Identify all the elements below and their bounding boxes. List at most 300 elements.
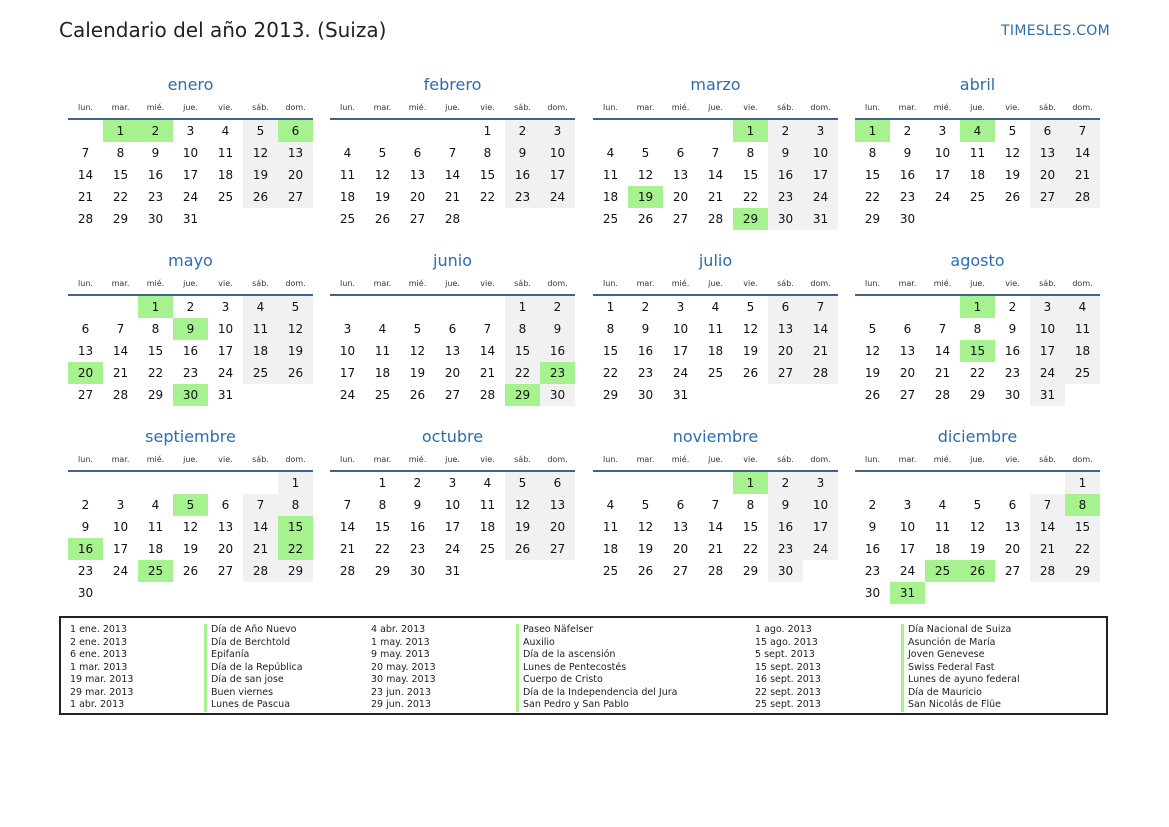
weekday-header xyxy=(593,274,838,296)
day-cell: 18 xyxy=(374,366,391,380)
empty-cell xyxy=(698,472,733,494)
day-cell: 18 xyxy=(602,542,619,556)
day-cell: 19 xyxy=(505,516,540,538)
day-cell: 28 xyxy=(77,212,94,226)
day-cell: 14 xyxy=(1030,516,1065,538)
empty-cell xyxy=(995,472,1030,494)
brand-link[interactable]: TIMESLES.COM xyxy=(1001,23,1110,39)
day-cell: 3 xyxy=(938,124,947,138)
day-cell: 22 xyxy=(1065,538,1100,560)
weekday-label: mié. xyxy=(408,279,427,288)
day-cell: 13 xyxy=(409,168,426,182)
day-cell: 15 xyxy=(112,168,129,182)
day-cell: 14 xyxy=(444,168,461,182)
day-cell: 27 xyxy=(540,538,575,560)
day-grid xyxy=(68,296,313,406)
holiday-day-cell: 8 xyxy=(1065,494,1100,516)
day-cell: 16 xyxy=(505,164,540,186)
day-cell: 12 xyxy=(505,494,540,516)
day-cell: 28 xyxy=(479,388,496,402)
weekday-label: vie. xyxy=(743,279,758,288)
holiday-name: Buen viernes xyxy=(204,687,303,700)
day-cell: 2 xyxy=(81,498,90,512)
holiday-date: 1 abr. 2013 xyxy=(70,699,125,710)
weekday-label: dom. xyxy=(547,455,568,464)
day-cell: 20 xyxy=(409,190,426,204)
weekday-label: dom. xyxy=(547,103,568,112)
weekday-label: vie. xyxy=(218,279,233,288)
weekday-label: mar. xyxy=(636,455,655,464)
month-name: marzo xyxy=(690,75,741,94)
empty-cell xyxy=(330,296,365,318)
empty-cell xyxy=(68,472,103,494)
day-cell: 6 xyxy=(1008,498,1017,512)
day-cell: 21 xyxy=(707,190,724,204)
day-cell: 13 xyxy=(1004,520,1021,534)
day-cell: 10 xyxy=(899,520,916,534)
weekday-label: mar. xyxy=(111,455,130,464)
day-cell: 16 xyxy=(1004,344,1021,358)
weekday-label: mar. xyxy=(373,279,392,288)
day-cell: 16 xyxy=(864,542,881,556)
holiday-day-cell: 1 xyxy=(138,296,173,318)
weekday-label: sáb. xyxy=(1039,455,1056,464)
weekday-header xyxy=(855,450,1100,472)
empty-cell xyxy=(103,472,138,494)
day-cell: 20 xyxy=(768,340,803,362)
day-cell: 10 xyxy=(112,520,129,534)
day-grid xyxy=(68,472,313,604)
weekday-label: lun. xyxy=(603,455,618,464)
day-cell: 23 xyxy=(147,190,164,204)
holiday-name: Lunes de Pascua xyxy=(204,699,303,712)
day-cell: 27 xyxy=(444,388,461,402)
day-cell: 12 xyxy=(1004,146,1021,160)
day-cell: 3 xyxy=(903,498,912,512)
day-cell: 22 xyxy=(147,366,164,380)
day-cell: 12 xyxy=(243,142,278,164)
day-cell: 22 xyxy=(374,542,391,556)
weekday-label: mié. xyxy=(408,103,427,112)
holiday-day-cell: 25 xyxy=(925,560,960,582)
day-cell: 15 xyxy=(864,168,881,182)
day-cell: 27 xyxy=(768,362,803,384)
empty-cell xyxy=(628,120,663,142)
holiday-name: Día de Berchtold xyxy=(204,637,303,650)
day-cell: 22 xyxy=(742,190,759,204)
day-cell: 31 xyxy=(672,388,689,402)
day-cell: 23 xyxy=(637,366,654,380)
weekday-label: vie. xyxy=(1005,103,1020,112)
holiday-list xyxy=(59,616,1108,715)
day-cell: 25 xyxy=(707,366,724,380)
holiday-day-cell: 29 xyxy=(733,208,768,230)
holiday-name: Swiss Federal Fast xyxy=(901,662,1020,675)
day-cell: 8 xyxy=(151,322,160,336)
day-cell: 25 xyxy=(969,190,986,204)
day-cell: 21 xyxy=(339,542,356,556)
day-cell: 1 xyxy=(1065,472,1100,494)
empty-cell xyxy=(890,296,925,318)
weekday-label: sáb. xyxy=(252,103,269,112)
day-cell: 23 xyxy=(409,542,426,556)
day-cell: 18 xyxy=(479,520,496,534)
day-cell: 11 xyxy=(339,168,356,182)
day-cell: 27 xyxy=(899,388,916,402)
day-cell: 24 xyxy=(803,538,838,560)
day-cell: 23 xyxy=(77,564,94,578)
weekday-label: sáb. xyxy=(1039,103,1056,112)
holiday-date: 15 sept. 2013 xyxy=(755,661,821,673)
holiday-name: Epifanía xyxy=(204,649,303,662)
day-cell: 20 xyxy=(540,516,575,538)
day-cell: 21 xyxy=(1065,164,1100,186)
day-cell: 9 xyxy=(151,146,160,160)
weekday-label: vie. xyxy=(480,103,495,112)
weekday-label: mié. xyxy=(671,103,690,112)
day-cell: 5 xyxy=(378,146,387,160)
weekday-label: jue. xyxy=(708,279,723,288)
day-cell: 28 xyxy=(1065,186,1100,208)
day-cell: 15 xyxy=(147,344,164,358)
day-cell: 10 xyxy=(803,494,838,516)
day-cell: 9 xyxy=(903,146,912,160)
holiday-date: 29 mar. 2013 xyxy=(70,686,134,698)
day-cell: 17 xyxy=(112,542,129,556)
day-cell: 8 xyxy=(868,146,877,160)
day-cell: 15 xyxy=(479,168,496,182)
empty-cell xyxy=(698,120,733,142)
day-cell: 19 xyxy=(637,542,654,556)
day-cell: 1 xyxy=(378,476,387,490)
day-cell: 14 xyxy=(707,520,724,534)
day-cell: 5 xyxy=(746,300,755,314)
day-cell: 11 xyxy=(934,520,951,534)
weekday-header xyxy=(855,274,1100,296)
day-cell: 8 xyxy=(378,498,387,512)
holiday-date: 1 mar. 2013 xyxy=(70,661,128,673)
day-cell: 11 xyxy=(147,520,164,534)
day-cell: 30 xyxy=(540,384,575,406)
day-cell: 9 xyxy=(768,494,803,516)
holiday-day-cell: 15 xyxy=(960,340,995,362)
day-cell: 5 xyxy=(243,120,278,142)
day-cell: 18 xyxy=(147,542,164,556)
day-cell: 26 xyxy=(1004,190,1021,204)
month-name: noviembre xyxy=(672,427,759,446)
day-cell: 2 xyxy=(903,124,912,138)
day-cell: 17 xyxy=(899,542,916,556)
empty-cell xyxy=(103,296,138,318)
day-cell: 7 xyxy=(343,498,352,512)
weekday-label: lun. xyxy=(78,455,93,464)
day-cell: 6 xyxy=(768,296,803,318)
weekday-label: jue. xyxy=(970,103,985,112)
holiday-date: 30 may. 2013 xyxy=(371,674,436,685)
day-cell: 4 xyxy=(243,296,278,318)
weekday-label: dom. xyxy=(547,279,568,288)
day-cell: 7 xyxy=(1065,120,1100,142)
weekday-label: mié. xyxy=(408,455,427,464)
weekday-label: sáb. xyxy=(1039,279,1056,288)
holiday-name: Auxilio xyxy=(516,637,677,650)
day-cell: 28 xyxy=(707,212,724,226)
day-cell: 7 xyxy=(116,322,125,336)
day-cell: 18 xyxy=(707,344,724,358)
day-cell: 14 xyxy=(243,516,278,538)
day-cell: 11 xyxy=(602,520,619,534)
day-cell: 23 xyxy=(768,186,803,208)
day-cell: 26 xyxy=(409,388,426,402)
weekday-label: mar. xyxy=(111,279,130,288)
day-cell: 28 xyxy=(243,560,278,582)
day-cell: 10 xyxy=(1030,318,1065,340)
weekday-label: mié. xyxy=(671,279,690,288)
weekday-label: mié. xyxy=(933,455,952,464)
weekday-header xyxy=(330,274,575,296)
weekday-label: sáb. xyxy=(514,455,531,464)
day-cell: 12 xyxy=(409,344,426,358)
day-cell: 5 xyxy=(641,498,650,512)
weekday-label: vie. xyxy=(743,455,758,464)
day-cell: 13 xyxy=(444,344,461,358)
day-cell: 30 xyxy=(637,388,654,402)
empty-cell xyxy=(400,120,435,142)
month-noviembre xyxy=(593,426,838,582)
weekday-label: lun. xyxy=(78,103,93,112)
weekday-label: vie. xyxy=(480,455,495,464)
day-cell: 4 xyxy=(343,146,352,160)
day-cell: 16 xyxy=(768,164,803,186)
weekday-label: mié. xyxy=(146,103,165,112)
day-cell: 14 xyxy=(1065,142,1100,164)
day-cell: 25 xyxy=(602,212,619,226)
day-cell: 4 xyxy=(711,300,720,314)
day-cell: 20 xyxy=(217,542,234,556)
day-cell: 12 xyxy=(278,318,313,340)
day-cell: 11 xyxy=(243,318,278,340)
day-cell: 24 xyxy=(339,388,356,402)
weekday-label: lun. xyxy=(865,279,880,288)
day-cell: 1 xyxy=(483,124,492,138)
day-cell: 26 xyxy=(637,212,654,226)
day-cell: 17 xyxy=(672,344,689,358)
day-cell: 8 xyxy=(483,146,492,160)
weekday-label: mar. xyxy=(898,279,917,288)
day-cell: 20 xyxy=(672,190,689,204)
day-cell: 20 xyxy=(1030,164,1065,186)
weekday-label: mié. xyxy=(933,279,952,288)
holiday-name: Día de la República xyxy=(204,662,303,675)
day-cell: 30 xyxy=(147,212,164,226)
day-cell: 31 xyxy=(803,208,838,230)
day-cell: 4 xyxy=(378,322,387,336)
day-cell: 31 xyxy=(217,388,234,402)
day-cell: 21 xyxy=(444,190,461,204)
holiday-name: San Nicolás de Flüe xyxy=(901,699,1020,712)
weekday-label: jue. xyxy=(970,279,985,288)
holiday-dates-col-3 xyxy=(755,624,821,712)
weekday-label: lun. xyxy=(603,103,618,112)
weekday-header xyxy=(68,274,313,296)
weekday-label: mié. xyxy=(146,455,165,464)
day-cell: 10 xyxy=(672,322,689,336)
weekday-label: mar. xyxy=(636,103,655,112)
weekday-label: sáb. xyxy=(252,279,269,288)
day-cell: 2 xyxy=(540,296,575,318)
day-cell: 8 xyxy=(746,146,755,160)
day-cell: 27 xyxy=(217,564,234,578)
day-cell: 10 xyxy=(182,146,199,160)
empty-cell xyxy=(593,472,628,494)
day-cell: 14 xyxy=(339,520,356,534)
day-grid xyxy=(855,120,1100,230)
month-name: mayo xyxy=(168,251,213,270)
day-cell: 25 xyxy=(1065,362,1100,384)
day-cell: 6 xyxy=(448,322,457,336)
day-cell: 4 xyxy=(221,124,230,138)
day-cell: 23 xyxy=(505,186,540,208)
day-cell: 3 xyxy=(1030,296,1065,318)
day-cell: 31 xyxy=(1030,384,1065,406)
month-octubre xyxy=(330,426,575,582)
empty-cell xyxy=(435,120,470,142)
day-cell: 6 xyxy=(676,498,685,512)
day-cell: 24 xyxy=(182,190,199,204)
day-cell: 19 xyxy=(278,340,313,362)
month-name: septiembre xyxy=(145,427,236,446)
day-cell: 15 xyxy=(742,520,759,534)
day-cell: 26 xyxy=(243,186,278,208)
day-cell: 19 xyxy=(182,542,199,556)
day-cell: 12 xyxy=(182,520,199,534)
month-name: agosto xyxy=(950,251,1005,270)
day-cell: 10 xyxy=(217,322,234,336)
holiday-name: Lunes de ayuno federal xyxy=(901,674,1020,687)
day-cell: 7 xyxy=(81,146,90,160)
day-cell: 8 xyxy=(505,318,540,340)
day-cell: 13 xyxy=(540,494,575,516)
day-cell: 16 xyxy=(540,340,575,362)
day-cell: 27 xyxy=(672,564,689,578)
day-cell: 4 xyxy=(606,146,615,160)
empty-cell xyxy=(400,296,435,318)
day-cell: 17 xyxy=(1030,340,1065,362)
day-cell: 13 xyxy=(217,520,234,534)
day-cell: 21 xyxy=(77,190,94,204)
day-cell: 13 xyxy=(77,344,94,358)
day-cell: 31 xyxy=(182,212,199,226)
weekday-label: sáb. xyxy=(777,103,794,112)
day-cell: 2 xyxy=(413,476,422,490)
day-cell: 24 xyxy=(112,564,129,578)
holiday-name: Joven Genevese xyxy=(901,649,1020,662)
day-cell: 14 xyxy=(707,168,724,182)
weekday-label: jue. xyxy=(445,103,460,112)
day-cell: 25 xyxy=(243,362,278,384)
holiday-date: 9 may. 2013 xyxy=(371,649,430,660)
day-cell: 14 xyxy=(112,344,129,358)
weekday-label: lun. xyxy=(340,103,355,112)
day-cell: 8 xyxy=(746,498,755,512)
day-cell: 20 xyxy=(278,164,313,186)
day-cell: 3 xyxy=(803,472,838,494)
day-grid xyxy=(330,120,575,230)
day-cell: 22 xyxy=(602,366,619,380)
page-title: Calendario del año 2013. (Suiza) xyxy=(59,18,387,42)
weekday-label: jue. xyxy=(708,455,723,464)
holiday-name: Día de san jose xyxy=(204,674,303,687)
weekday-label: dom. xyxy=(810,279,831,288)
empty-cell xyxy=(1030,472,1065,494)
day-cell: 29 xyxy=(374,564,391,578)
day-cell: 23 xyxy=(182,366,199,380)
holiday-date: 19 mar. 2013 xyxy=(70,674,134,685)
day-cell: 21 xyxy=(479,366,496,380)
month-name: diciembre xyxy=(937,427,1018,446)
month-marzo xyxy=(593,74,838,230)
day-cell: 12 xyxy=(864,344,881,358)
empty-cell xyxy=(663,472,698,494)
day-cell: 3 xyxy=(343,322,352,336)
day-cell: 8 xyxy=(116,146,125,160)
day-cell: 1 xyxy=(606,300,615,314)
day-cell: 7 xyxy=(243,494,278,516)
day-cell: 7 xyxy=(803,296,838,318)
month-name: enero xyxy=(167,75,214,94)
day-cell: 9 xyxy=(413,498,422,512)
day-cell: 21 xyxy=(243,538,278,560)
day-cell: 25 xyxy=(374,388,391,402)
weekday-label: vie. xyxy=(218,103,233,112)
holiday-name: Día Nacional de Suiza xyxy=(901,624,1020,637)
day-cell: 5 xyxy=(641,146,650,160)
day-cell: 18 xyxy=(1065,340,1100,362)
holiday-day-cell: 6 xyxy=(278,120,313,142)
month-diciembre xyxy=(855,426,1100,604)
day-cell: 22 xyxy=(864,190,881,204)
day-cell: 17 xyxy=(934,168,951,182)
day-cell: 23 xyxy=(1004,366,1021,380)
weekday-label: mié. xyxy=(146,279,165,288)
holiday-date: 15 ago. 2013 xyxy=(755,636,818,648)
weekday-label: jue. xyxy=(183,455,198,464)
day-cell: 30 xyxy=(864,586,881,600)
day-cell: 17 xyxy=(803,516,838,538)
day-cell: 18 xyxy=(217,168,234,182)
weekday-header xyxy=(593,450,838,472)
empty-cell xyxy=(173,472,208,494)
day-cell: 17 xyxy=(182,168,199,182)
day-cell: 24 xyxy=(444,542,461,556)
day-cell: 16 xyxy=(182,344,199,358)
day-cell: 11 xyxy=(374,344,391,358)
day-cell: 1 xyxy=(505,296,540,318)
empty-cell xyxy=(330,120,365,142)
weekday-label: mar. xyxy=(373,455,392,464)
day-cell: 10 xyxy=(444,498,461,512)
day-cell: 28 xyxy=(444,212,461,226)
day-cell: 8 xyxy=(973,322,982,336)
holiday-date: 25 sept. 2013 xyxy=(755,699,821,710)
weekday-label: vie. xyxy=(1005,455,1020,464)
day-cell: 5 xyxy=(973,498,982,512)
day-cell: 29 xyxy=(278,560,313,582)
holiday-name: Asunción de María xyxy=(901,637,1020,650)
weekday-header xyxy=(330,450,575,472)
day-cell: 25 xyxy=(339,212,356,226)
day-cell: 24 xyxy=(672,366,689,380)
